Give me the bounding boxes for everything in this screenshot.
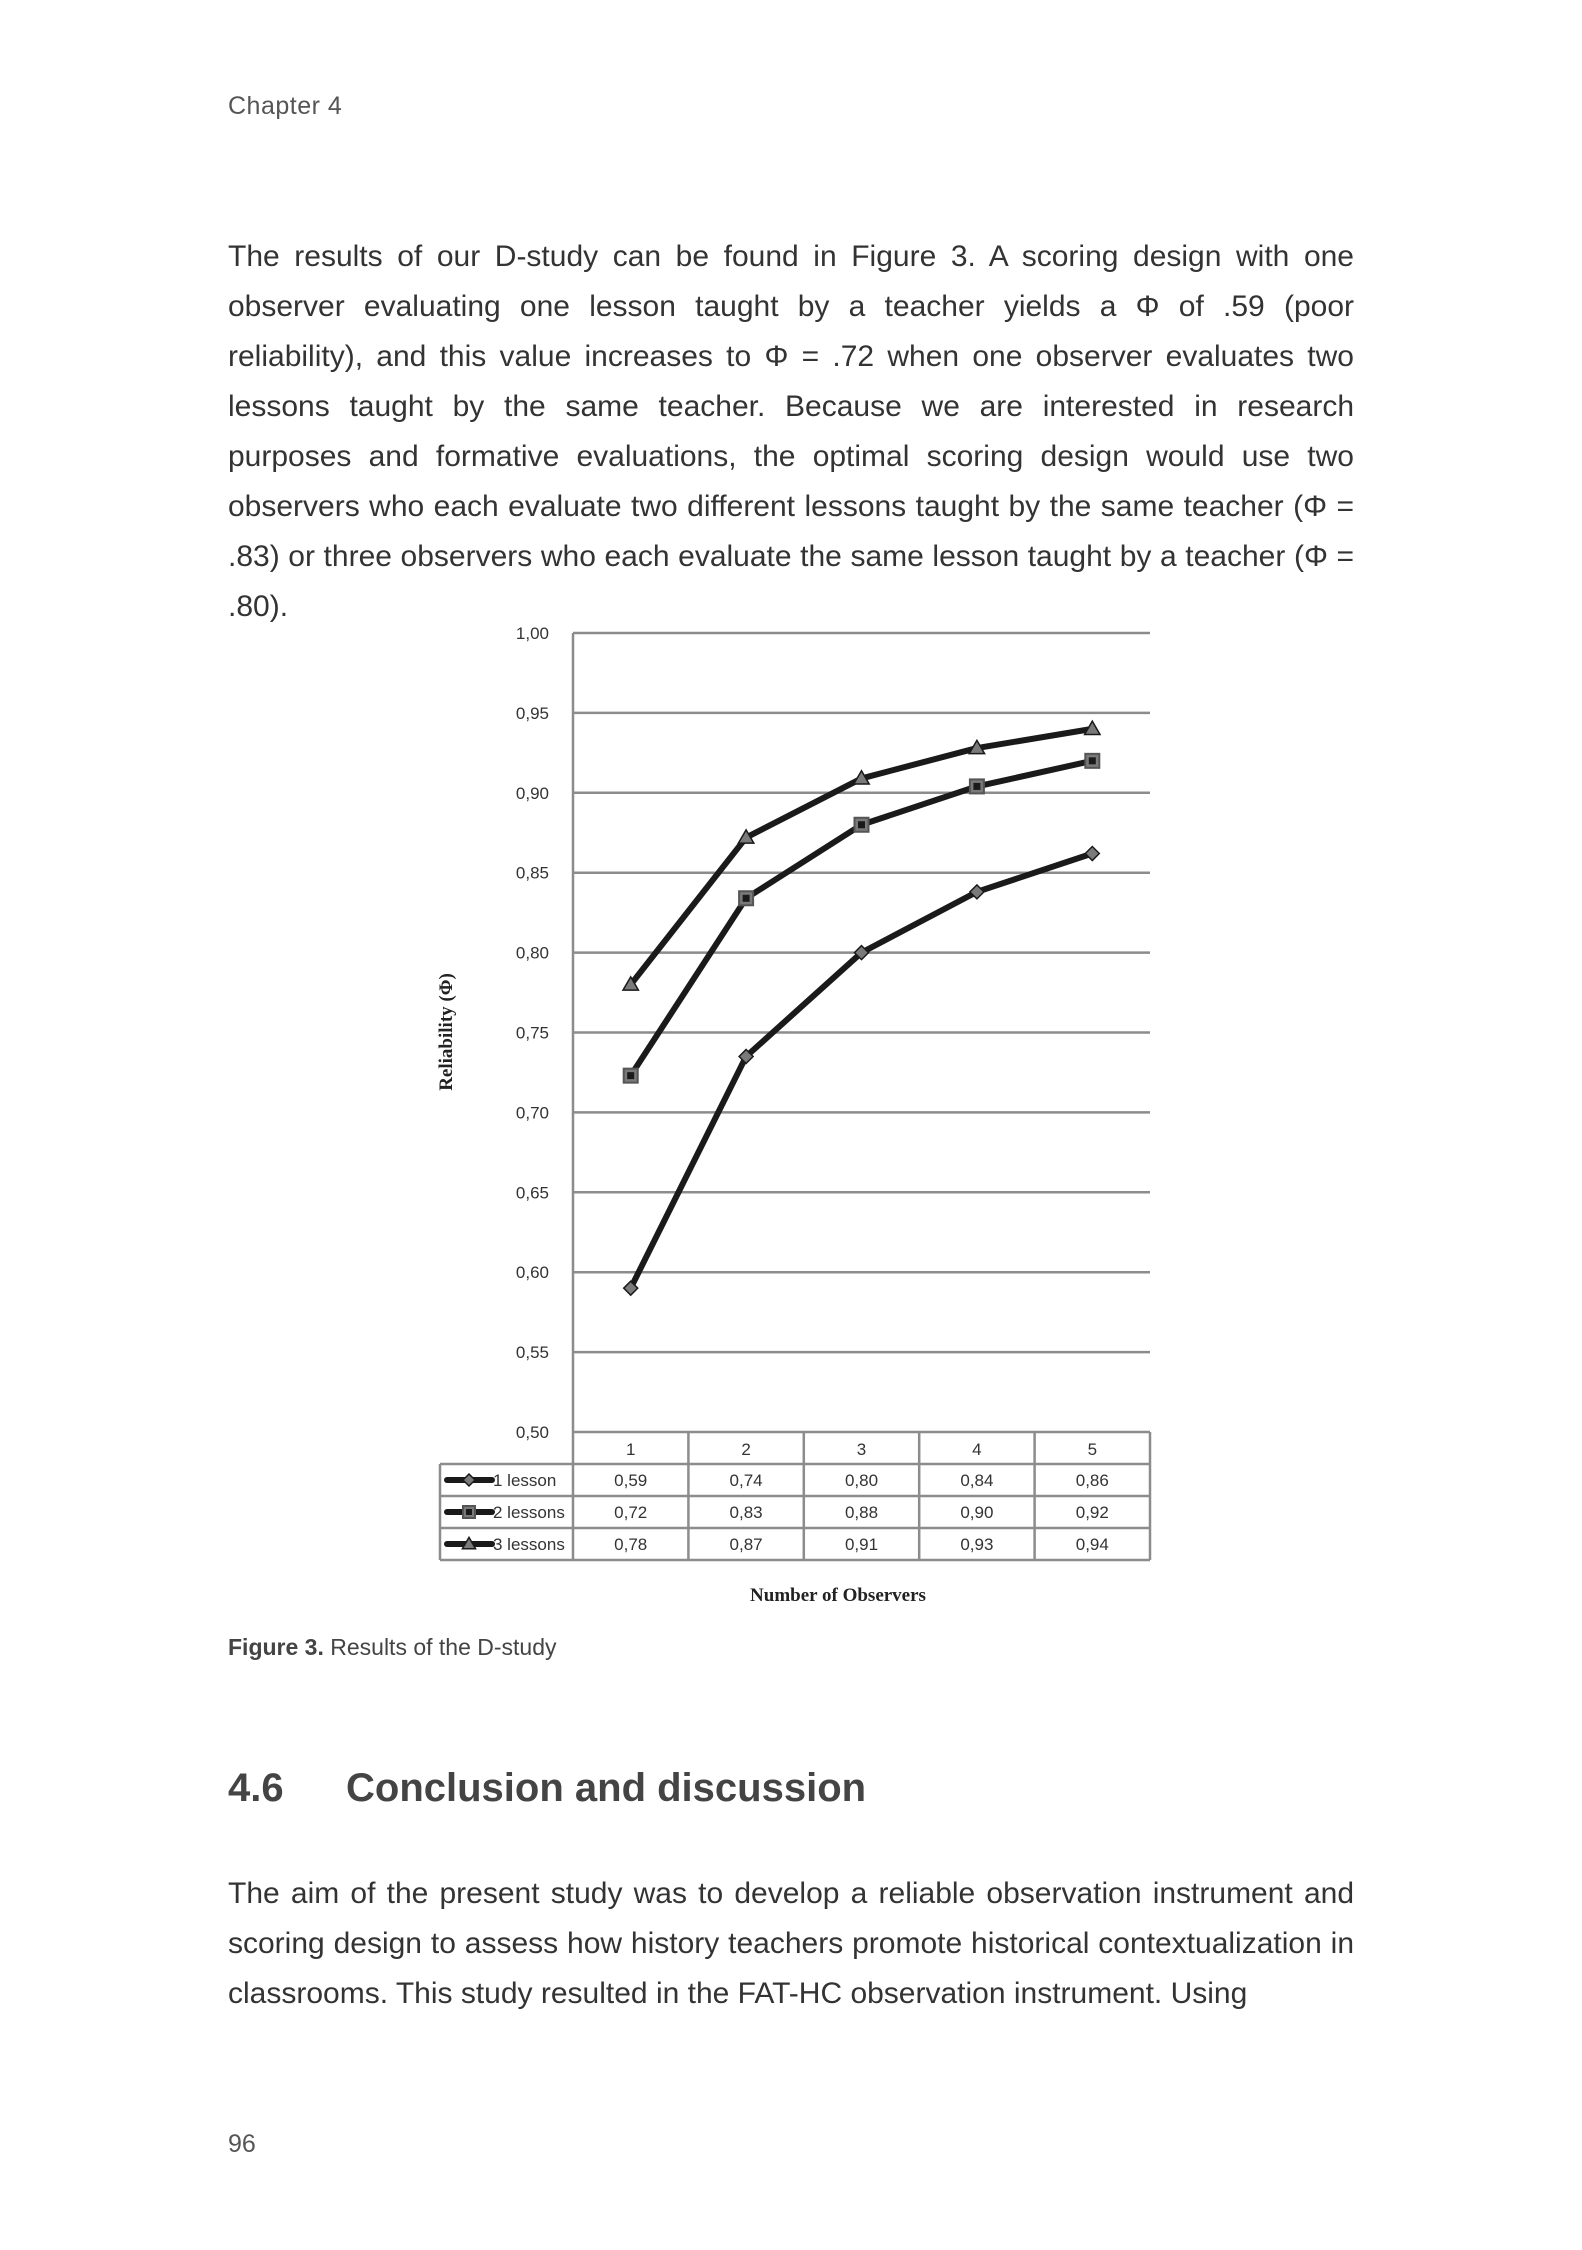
data-point-square-core <box>1089 757 1096 764</box>
data-table-value: 0,59 <box>614 1471 648 1490</box>
figure-caption <box>228 1634 557 1661</box>
y-tick-label: 0,70 <box>515 1103 549 1123</box>
x-tick-label: 4 <box>972 1440 982 1459</box>
data-point-diamond <box>1085 847 1099 861</box>
data-table-value: 0,84 <box>960 1471 994 1490</box>
x-tick-label: 2 <box>741 1440 751 1459</box>
y-tick-label: 0,95 <box>515 703 549 723</box>
section-heading <box>228 1766 866 1811</box>
data-point-square-core <box>973 783 980 790</box>
y-tick-label: 0,60 <box>515 1263 549 1283</box>
data-table-value: 0,93 <box>960 1535 994 1554</box>
y-tick-label: 0,50 <box>515 1423 549 1442</box>
body-paragraph-1: The results of our D-study can be found in Figure 3. A scoring design with one observer evaluating one lesson taught by a teacher yields a Φ of .59 (poor reliability), and this value increases to Φ = .72 when one observer evaluates two lessons taught by the same teacher. Because we are interested in research purposes and formative evaluations, the optimal scoring design would use two observers who each evaluate two different lessons taught by the same teacher (Φ = .83) or three observers who each evaluate the same lesson taught by a teacher (Φ = .80). <box>228 240 1354 623</box>
data-table-value: 0,86 <box>1075 1471 1109 1490</box>
series-line <box>631 761 1093 1076</box>
legend-label: 1 lesson <box>493 1471 557 1490</box>
x-tick-label: 5 <box>1087 1440 1098 1459</box>
data-point-square-core <box>627 1072 634 1079</box>
x-tick-label: 3 <box>856 1440 867 1459</box>
y-tick-label: 0,90 <box>515 783 549 803</box>
figure-caption-text: Results of the D-study <box>323 1634 557 1660</box>
y-tick-label: 0,65 <box>515 1183 549 1203</box>
page-number: 96 <box>228 2130 256 2158</box>
y-tick-label: 0,80 <box>515 943 549 963</box>
data-table-value: 0,87 <box>729 1535 763 1554</box>
data-table-value: 0,92 <box>1075 1503 1109 1522</box>
x-axis-title: Number of Observers <box>750 1585 926 1606</box>
legend-label: 2 lessons <box>493 1503 565 1522</box>
y-tick-label: 0,85 <box>515 863 549 883</box>
data-table-value: 0,94 <box>1075 1535 1109 1554</box>
series-line <box>631 854 1093 1289</box>
data-table-value: 0,74 <box>729 1471 763 1490</box>
legend-label: 3 lessons <box>493 1535 565 1554</box>
body-paragraph-2: The aim of the present study was to develop a reliable observation instrument and scoring design to assess how history teachers promote historical contextualization in classrooms. This study resulted in the FAT-HC observation instrument. Using <box>228 1877 1354 2010</box>
data-table-value: 0,90 <box>960 1503 994 1522</box>
data-table-value: 0,83 <box>729 1503 763 1522</box>
y-tick-label: 0,55 <box>515 1343 549 1363</box>
y-axis-title: Reliability (Φ) <box>436 973 457 1091</box>
y-tick-label: 1,00 <box>515 624 549 643</box>
legend-marker-square-core <box>466 1509 472 1515</box>
data-table-value: 0,91 <box>844 1535 879 1554</box>
section-number: 4.6 <box>228 1766 284 1810</box>
data-table-value: 0,72 <box>614 1503 648 1522</box>
data-point-square-core <box>743 895 750 902</box>
data-point-square-core <box>858 821 865 828</box>
figure-caption-label: Figure 3. <box>228 1634 324 1660</box>
section-title: Conclusion and discussion <box>346 1766 867 1810</box>
data-table-value: 0,78 <box>614 1535 648 1554</box>
x-tick-label: 1 <box>625 1440 636 1459</box>
data-table-value: 0,88 <box>844 1503 879 1522</box>
y-tick-label: 0,75 <box>515 1023 549 1043</box>
data-table-value: 0,80 <box>844 1471 879 1490</box>
running-head: Chapter 4 <box>228 92 343 120</box>
legend-marker-diamond <box>463 1474 475 1486</box>
